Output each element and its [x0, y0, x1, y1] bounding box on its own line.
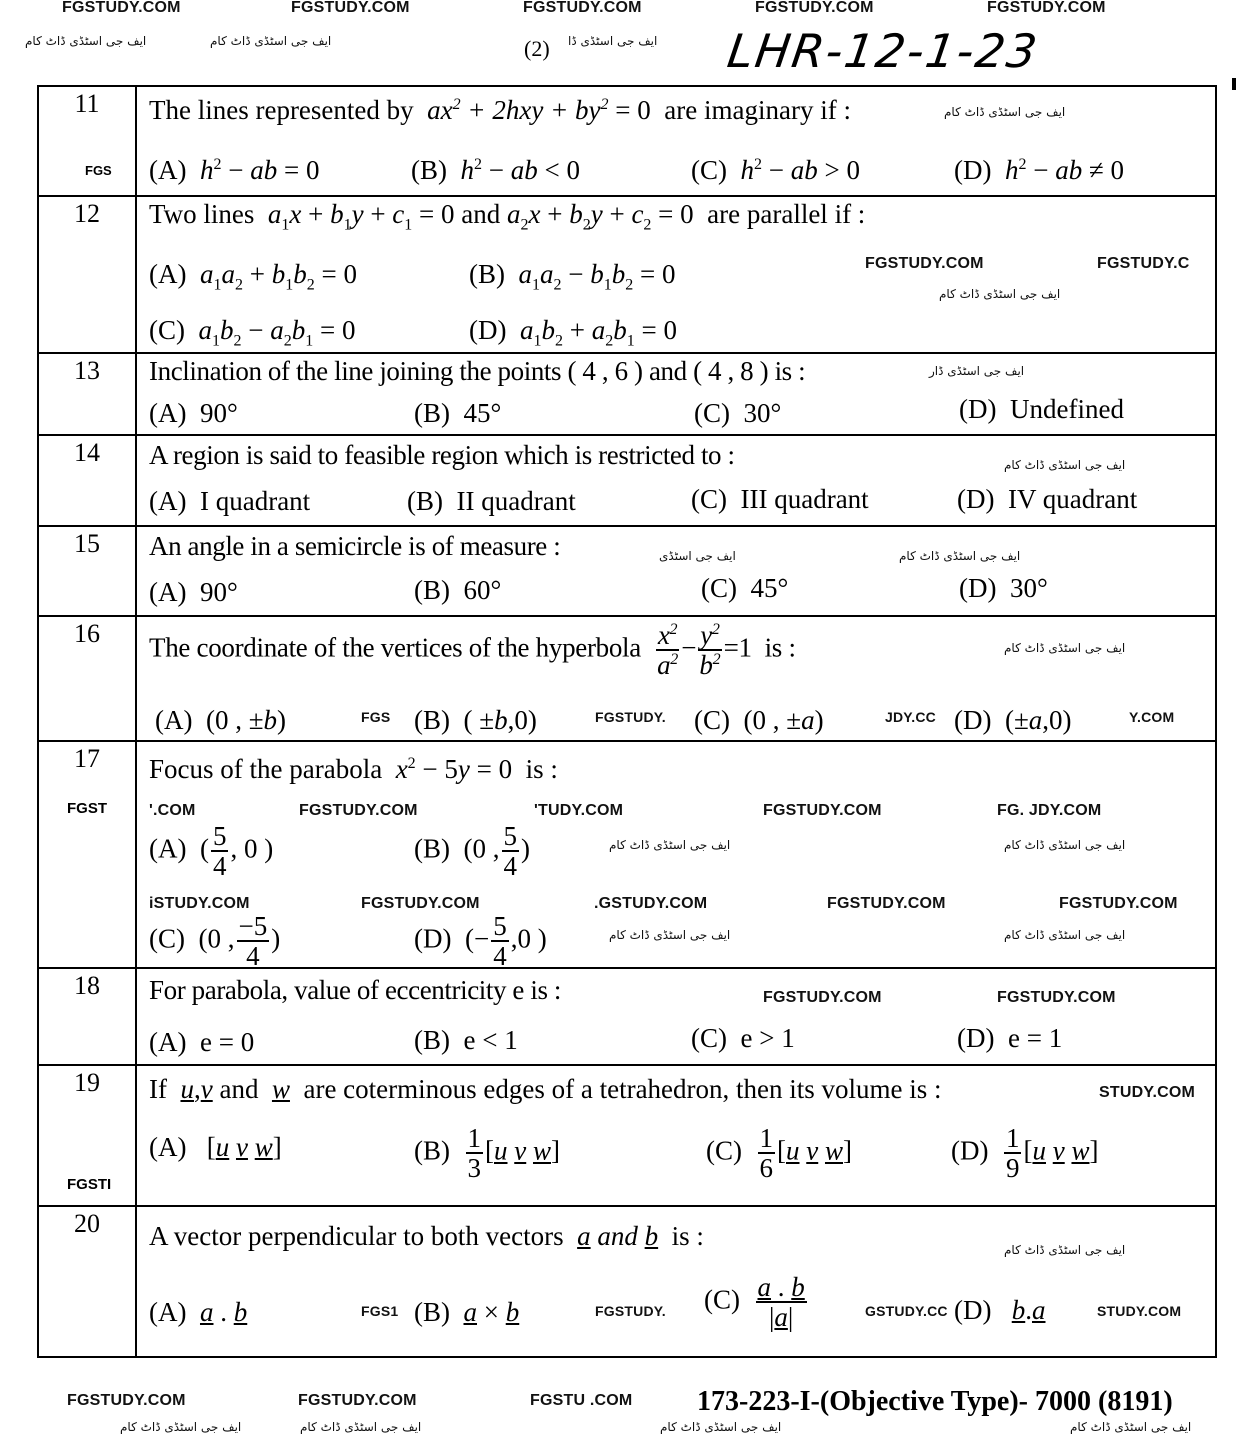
- option-label: (A): [149, 833, 187, 864]
- option-a[interactable]: (A) [u v w]: [149, 1132, 282, 1162]
- option-label: (C): [691, 1023, 727, 1053]
- option-d[interactable]: [957, 484, 1137, 515]
- option-label: (A): [149, 1132, 187, 1162]
- watermark: FGSTUDY.C: [1097, 255, 1190, 272]
- watermark-top-1: FGSTUDY.COM: [62, 0, 181, 16]
- question-row-11: [39, 87, 1215, 195]
- conjunction: and: [461, 199, 501, 229]
- watermark: FGSTUDY.: [595, 1303, 666, 1319]
- option-text: III quadrant: [740, 484, 869, 514]
- watermark: FGS1: [361, 1303, 399, 1319]
- fraction: $\frac{5}{4}$: [212, 821, 227, 882]
- stem-text: A vector perpendicular to both vectors: [149, 1221, 564, 1251]
- margin-mark: [1232, 78, 1236, 90]
- option-label: (B): [414, 833, 450, 864]
- question-row-14: [39, 434, 1215, 527]
- option-text: 90°: [199, 398, 238, 428]
- paper-code: 173-223-I-(Objective Type)- 7000 (8191): [697, 1386, 1173, 1417]
- option-label: (B): [414, 1025, 450, 1055]
- option-text: IV quadrant: [1007, 484, 1138, 514]
- stem-text: Two lines: [149, 199, 255, 229]
- question-stem: If u,v and w are coterminous edges of a tetrahedron, then its volume is :: [149, 1074, 942, 1104]
- option-label: (B): [414, 705, 450, 735]
- urdu-watermark: ایف جی اسٹڈی: [659, 549, 736, 563]
- question-row-13: [39, 352, 1215, 436]
- option-text: 45°: [750, 573, 789, 603]
- option-a[interactable]: (A) a . b: [149, 1297, 248, 1327]
- stem-tail: are parallel if :: [707, 199, 866, 229]
- question-stem: The lines represented by $ax^2 + 2hxy + by^2 = 0$ are imaginary if :: [149, 95, 851, 125]
- option-label: (A): [149, 398, 187, 428]
- option-label: (B): [414, 1135, 450, 1166]
- watermark-top-3: FGSTUDY.COM: [523, 0, 642, 16]
- watermark: STUDY.COM: [1097, 1303, 1182, 1319]
- urdu-watermark: ایف جی اسٹڈی ڈاٹ کام: [1004, 838, 1126, 852]
- urdu-watermark: ایف جی اسٹڈی ڈاٹ کام: [210, 34, 332, 48]
- option-label: (A): [149, 259, 187, 289]
- option-label: (B): [469, 259, 505, 289]
- option-label: (D): [959, 394, 997, 424]
- fraction: $\frac{1}{9}$: [1005, 1123, 1020, 1184]
- urdu-watermark: ایف جی اسٹڈی ڈاٹ کام: [1004, 458, 1126, 472]
- option-label: (C): [701, 573, 737, 603]
- option-label: (C): [691, 155, 727, 185]
- option-label: (B): [407, 486, 443, 516]
- watermark: FG. JDY.COM: [997, 802, 1102, 819]
- fraction: $\frac{5}{4}$: [493, 911, 507, 972]
- option-b[interactable]: [414, 1025, 518, 1056]
- urdu-watermark: ایف جی اسٹڈی ڈار: [929, 364, 1025, 378]
- option-c[interactable]: [704, 1273, 809, 1332]
- fraction: $\frac{-5}{4}$: [238, 911, 268, 972]
- option-label: (A): [149, 577, 187, 607]
- page-number: (2): [524, 36, 550, 61]
- option-text: e = 0: [199, 1027, 255, 1057]
- option-c[interactable]: [691, 484, 869, 515]
- question-row-18: [39, 967, 1215, 1066]
- watermark: .GSTUDY.COM: [594, 895, 708, 912]
- option-c[interactable]: [691, 1023, 795, 1054]
- fraction: $\frac{1}{6}$: [759, 1123, 773, 1184]
- option-d[interactable]: (D) (− $\frac{5}{4}$ ,0 ): [414, 911, 547, 972]
- option-text: 30°: [1009, 573, 1048, 603]
- option-d[interactable]: [957, 1023, 1062, 1054]
- option-d[interactable]: (D) $a_1b_2 + a_2b_1 = 0$: [469, 315, 677, 350]
- stem-tail: are coterminous edges of a tetrahedron, then its volume is :: [303, 1074, 942, 1104]
- question-stem: Focus of the parabola $x^2 - 5y = 0$ is :: [149, 754, 558, 784]
- option-d[interactable]: (D) b.a: [954, 1295, 1046, 1325]
- stem-text: The coordinate of the vertices of the hyperbola: [149, 632, 641, 663]
- option-b[interactable]: [407, 486, 576, 517]
- option-label: (C): [691, 484, 727, 514]
- question-row-12: [39, 195, 1215, 354]
- watermark: FGSTUDY.COM: [763, 802, 882, 819]
- question-stem: Two lines $a_1x + b_1y + c_1 = 0$ and $a_2x + b_2y + c_2 = 0$ are parallel if :: [149, 199, 866, 234]
- question-stem: The coordinate of the vertices of the hyperbola $\frac{x^2}{a^2}$ − $\frac{y^2}{b^2}$ =1 is :: [149, 620, 796, 681]
- option-label: (D): [954, 155, 992, 185]
- question-number: 16: [74, 619, 100, 648]
- question-number: 14: [74, 438, 100, 467]
- option-b[interactable]: [414, 398, 501, 429]
- option-label: (A): [155, 705, 193, 735]
- question-stem: A vector perpendicular to both vectors a and b is :: [149, 1221, 704, 1251]
- option-b[interactable]: (B) $h^2$ − ab < 0: [411, 155, 580, 185]
- stem-tail: is :: [525, 754, 558, 784]
- stem-text: Focus of the parabola: [149, 754, 383, 784]
- question-number: 19: [74, 1068, 100, 1097]
- option-text: Undefined: [1009, 394, 1124, 424]
- option-text: I quadrant: [199, 486, 311, 516]
- watermark: FGSTUDY.COM: [997, 989, 1116, 1006]
- option-b[interactable]: (B) $\frac{1}{3}$ [u v w]: [414, 1123, 560, 1184]
- option-label: (B): [411, 155, 447, 185]
- watermark: FGSTI: [67, 1176, 112, 1193]
- option-label: (C): [694, 398, 730, 428]
- option-a[interactable]: (A) ( $\frac{5}{4}$ , 0 ): [149, 821, 274, 882]
- urdu-watermark: ایف جی اسٹڈی ڈاٹ کام: [300, 1420, 422, 1434]
- question-number: 11: [74, 89, 100, 118]
- option-c[interactable]: (C) $a_1b_2 - a_2b_1 = 0$: [149, 315, 356, 350]
- question-number: 15: [74, 529, 100, 558]
- option-d[interactable]: [959, 394, 1124, 425]
- option-c[interactable]: (C) (0 , $\frac{-5}{4}$ ): [149, 911, 281, 972]
- watermark: iSTUDY.COM: [149, 895, 250, 912]
- option-b[interactable]: (B) $a_1a_2 - b_1b_2 = 0$: [469, 259, 676, 294]
- option-label: (C): [149, 923, 185, 954]
- urdu-watermark: ایف جی اسٹڈی ڈا: [568, 34, 658, 48]
- option-label: (D): [954, 1295, 992, 1325]
- stem-text: If: [149, 1074, 167, 1104]
- watermark: 'TUDY.COM: [534, 802, 624, 819]
- stem-tail: is :: [671, 1221, 704, 1251]
- fraction: $\frac{1}{3}$: [467, 1123, 481, 1184]
- watermark-top-2: FGSTUDY.COM: [291, 0, 410, 16]
- option-label: (D): [414, 923, 452, 954]
- conjunction: and: [219, 1074, 259, 1104]
- urdu-watermark: ایف جی اسٹڈی ڈاٹ کام: [944, 105, 1066, 119]
- question-row-16: [39, 615, 1215, 742]
- option-a[interactable]: [149, 577, 238, 608]
- watermark-footer: FGSTU .COM: [530, 1392, 633, 1409]
- question-number: 13: [74, 356, 100, 385]
- option-text: 30°: [743, 398, 782, 428]
- option-c[interactable]: [701, 573, 788, 604]
- option-b[interactable]: (B) (0 , $\frac{5}{4}$ ): [414, 821, 530, 882]
- option-text: 60°: [463, 575, 502, 605]
- option-label: (A): [149, 1027, 187, 1057]
- option-label: (B): [414, 1297, 450, 1327]
- stem-text: The lines represented by: [149, 95, 414, 125]
- watermark-footer: FGSTUDY.COM: [298, 1392, 417, 1409]
- option-label: (C): [149, 315, 185, 345]
- watermark: FGS: [85, 163, 112, 178]
- watermark-top-5: FGSTUDY.COM: [987, 0, 1106, 16]
- watermark-top-4: FGSTUDY.COM: [755, 0, 874, 16]
- option-label: (B): [414, 575, 450, 605]
- option-label: (D): [954, 705, 992, 735]
- urdu-watermark: ایف جی اسٹڈی ڈاٹ کام: [1004, 928, 1126, 942]
- option-d[interactable]: (D) $h^2$ − ab ≠ 0: [954, 155, 1125, 185]
- option-c[interactable]: (C) (0 , ±a): [694, 705, 824, 735]
- option-c[interactable]: [694, 398, 781, 429]
- option-label: (A): [149, 155, 187, 185]
- equation: $ax^2 + 2hxy + by^2$: [427, 95, 609, 125]
- question-row-17: [39, 740, 1215, 972]
- option-b[interactable]: (B) ( ±b,0): [414, 705, 537, 735]
- question-number: 17: [74, 744, 100, 773]
- option-a[interactable]: (A) (0 , ±b): [155, 705, 287, 735]
- watermark: JDY.CC: [885, 709, 936, 725]
- question-table: [37, 85, 1217, 1358]
- option-label: (A): [149, 486, 187, 516]
- urdu-watermark: ایف جی اسٹڈی ڈاٹ کام: [1004, 641, 1126, 655]
- fraction: $\frac{y^2}{b^2}$: [699, 620, 721, 681]
- watermark: FGSTUDY.COM: [299, 802, 418, 819]
- option-a[interactable]: [149, 1027, 254, 1058]
- urdu-watermark: ایف جی اسٹڈی ڈاٹ کام: [609, 928, 731, 942]
- watermark: FGSTUDY.COM: [865, 255, 984, 272]
- urdu-watermark: ایف جی اسٹڈی ڈاٹ کام: [120, 1420, 242, 1434]
- question-stem: For parabola, value of eccentricity e is :: [149, 975, 562, 1005]
- urdu-watermark: ایف جی اسٹڈی ڈاٹ کام: [1070, 1420, 1192, 1434]
- fraction: $\frac{a . b}{|a|}$: [757, 1272, 805, 1333]
- option-c[interactable]: (C) $\frac{1}{6}$ [u v w]: [706, 1123, 852, 1184]
- option-d[interactable]: (D) $\frac{1}{9}$ [u v w]: [951, 1123, 1099, 1184]
- urdu-watermark: ایف جی اسٹڈی ڈاٹ کام: [609, 838, 731, 852]
- option-a[interactable]: [149, 486, 310, 517]
- option-a[interactable]: [149, 398, 238, 429]
- option-b[interactable]: (B) a × b: [414, 1297, 520, 1327]
- watermark: FGSTUDY.COM: [763, 989, 882, 1006]
- option-text: e < 1: [463, 1025, 518, 1055]
- fraction: $\frac{x^2}{a^2}$: [657, 620, 678, 681]
- question-number: 18: [74, 971, 100, 1000]
- option-text: e = 1: [1007, 1023, 1063, 1053]
- urdu-watermark: ایف جی اسٹڈی ڈاٹ کام: [660, 1420, 782, 1434]
- watermark: Y.COM: [1129, 709, 1175, 725]
- option-label: (D): [469, 315, 507, 345]
- option-label: (D): [957, 1023, 995, 1053]
- option-label: (A): [149, 1297, 187, 1327]
- question-row-19: [39, 1064, 1215, 1207]
- watermark: FGST: [67, 800, 107, 817]
- question-row-20: [39, 1205, 1215, 1362]
- option-label: (C): [706, 1135, 742, 1166]
- option-a[interactable]: (A) $h^2$ − ab = 0: [149, 155, 320, 185]
- option-c[interactable]: (C) $h^2$ − ab > 0: [691, 155, 860, 185]
- option-b[interactable]: [414, 575, 501, 606]
- option-label: (D): [957, 484, 995, 514]
- option-a[interactable]: (A) $a_1a_2 + b_1b_2 = 0$: [149, 259, 357, 294]
- urdu-watermark: ایف جی اسٹڈی ڈاٹ کام: [899, 549, 1021, 563]
- watermark: FGSTUDY.COM: [827, 895, 946, 912]
- watermark-footer: FGSTUDY.COM: [67, 1392, 186, 1409]
- urdu-watermark: ایف جی اسٹڈی ڈاٹ کام: [939, 287, 1061, 301]
- option-text: 90°: [199, 577, 238, 607]
- option-label: (C): [704, 1284, 740, 1315]
- watermark: GSTUDY.CC: [865, 1303, 948, 1319]
- watermark: FGSTUDY.: [595, 709, 666, 725]
- watermark: FGSTUDY.COM: [1059, 895, 1178, 912]
- question-row-15: [39, 525, 1215, 617]
- option-text: 45°: [463, 398, 502, 428]
- urdu-watermark: ایف جی اسٹڈی ڈاٹ کام: [25, 34, 147, 48]
- stem-tail: are imaginary if :: [664, 95, 851, 125]
- watermark: FGSTUDY.COM: [361, 895, 480, 912]
- stem-tail: is :: [764, 632, 796, 663]
- question-stem: A region is said to feasible region which is restricted to :: [149, 440, 735, 470]
- option-label: (B): [414, 398, 450, 428]
- handwritten-note: LHR-12-1-23: [724, 24, 1043, 78]
- watermark: FGS: [361, 709, 391, 725]
- option-text: e > 1: [740, 1023, 795, 1053]
- question-number: 12: [74, 199, 100, 228]
- fraction: $\frac{5}{4}$: [503, 821, 517, 882]
- question-number: 20: [74, 1209, 100, 1238]
- question-stem: Inclination of the line joining the points ( 4 , 6 ) and ( 4 , 8 ) is :: [149, 356, 806, 386]
- watermark: '.COM: [149, 802, 196, 819]
- option-label: (D): [959, 573, 997, 603]
- option-label: (C): [694, 705, 730, 735]
- option-text: II quadrant: [456, 486, 576, 516]
- urdu-watermark: ایف جی اسٹڈی ڈاٹ کام: [1004, 1243, 1126, 1257]
- question-stem: An angle in a semicircle is of measure :: [149, 531, 561, 561]
- option-d[interactable]: [959, 573, 1048, 604]
- option-label: (D): [951, 1135, 989, 1166]
- option-d[interactable]: (D) (±a,0): [954, 705, 1072, 735]
- watermark: STUDY.COM: [1099, 1084, 1196, 1101]
